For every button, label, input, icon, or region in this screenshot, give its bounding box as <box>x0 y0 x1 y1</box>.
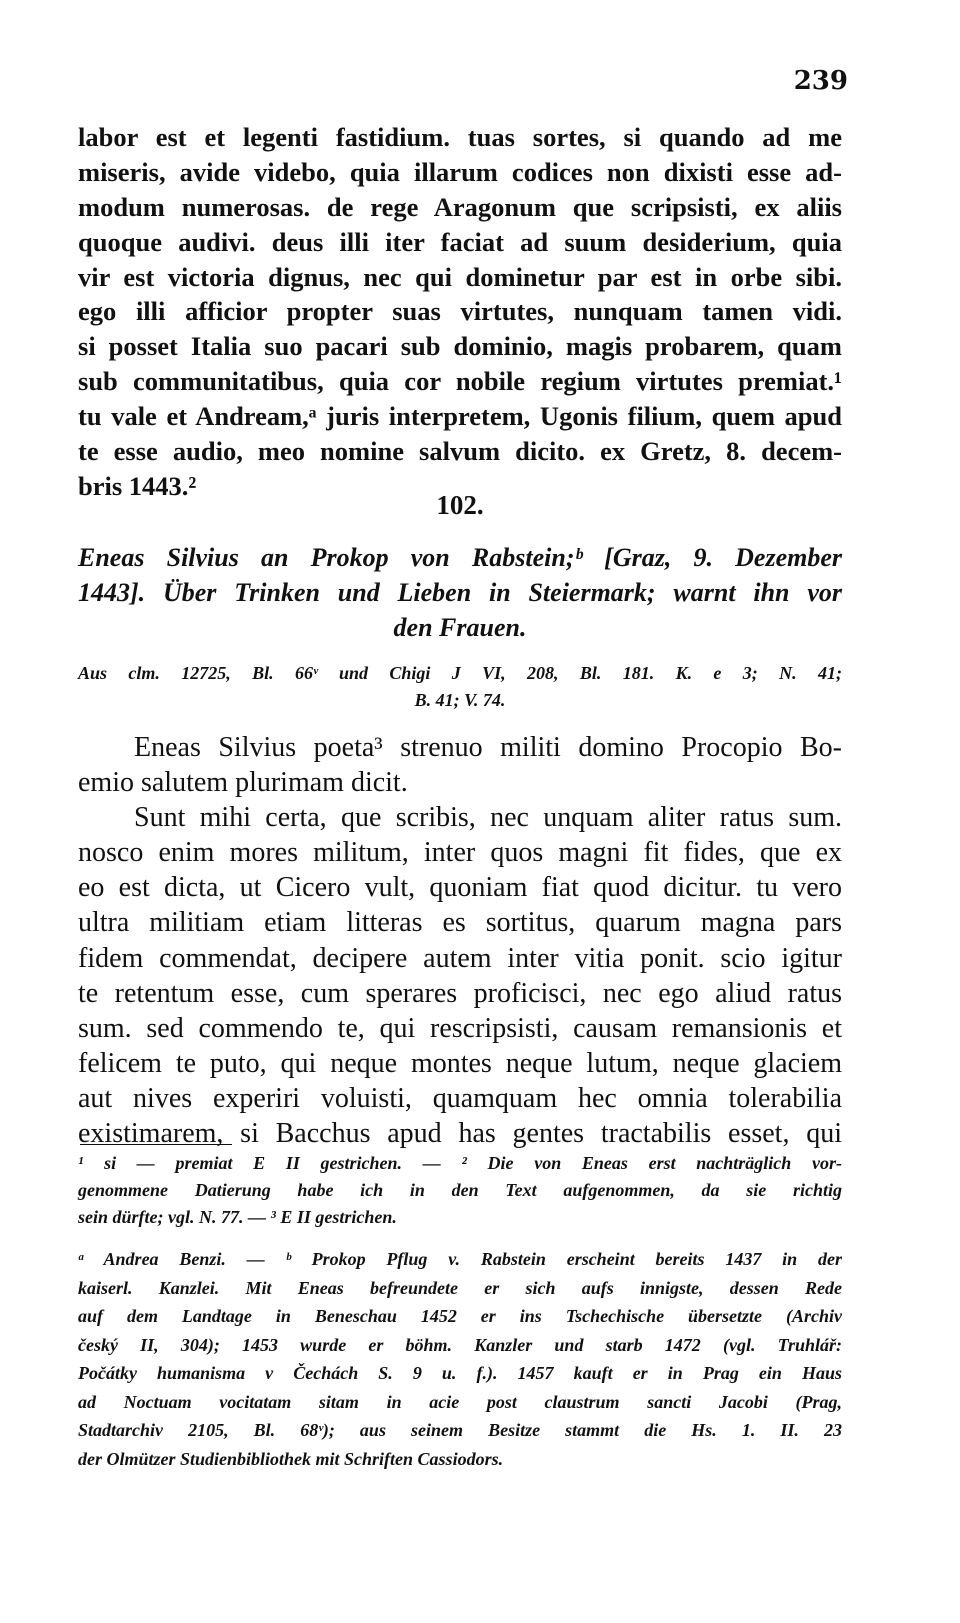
footnote-line: ¹ si — premiat E II gestrichen. — ² Die von Eneas erst nachträglich vor- <box>78 1153 842 1173</box>
text-line: si posset Italia suo pacari sub dominio, magis probarem, quam <box>78 331 842 362</box>
source-line: B. 41; V. 74. <box>414 690 506 710</box>
letter-number: 102. <box>436 490 484 520</box>
text-line: te esse audio, meo nomine salvum dicito. ex Gretz, 8. decem- <box>78 436 842 467</box>
footnotes-alpha <box>78 1245 842 1473</box>
source-line: Aus clm. 12725, Bl. 66ᵛ und Chigi J VI, 208, Bl. 181. K. e 3; N. 41; <box>78 663 842 683</box>
text-line: Sunt mihi certa, que scribis, nec unquam aliter ratus sum. <box>134 802 842 834</box>
footnote-line: der Olmützer Studienbibliothek mit Schriften Cassiodors. <box>78 1448 504 1469</box>
text-line: fidem commendat, decipere autem inter vitia ponit. scio igitur <box>78 942 842 974</box>
text-line: bris 1443.² <box>78 470 197 501</box>
heading-line: Eneas Silvius an Prokop von Rabstein;ᵇ [Graz, 9. Dezember <box>78 543 842 572</box>
text-line: ultra militiam etiam litteras es sortitus, quarum magna pars <box>78 907 842 939</box>
text-line: tu vale et Andream,ᵃ juris interpretem, Ugonis filium, quem apud <box>78 401 842 432</box>
text-line: existimarem, si Bacchus apud has gentes tractabilis esset, qui <box>78 1118 842 1150</box>
text-line: miseris, avide videbo, quia illarum codices non dixisti esse ad- <box>78 156 842 187</box>
text-line: labor est et legenti fastidium. tuas sortes, si quando ad me <box>78 122 842 152</box>
text-line: ego illi afficior propter suas virtutes, nunquam tamen vidi. <box>78 296 842 327</box>
heading-line: 1443]. Über Trinken und Lieben in Steiermark; warnt ihn vor <box>78 578 842 607</box>
text-line: aut nives experiri voluisti, quamquam hec omnia tolerabilia <box>78 1082 842 1114</box>
text-line: modum numerosas. de rege Aragonum que scripsisti, ex aliis <box>78 191 842 222</box>
footnotes-numeric <box>78 1150 842 1232</box>
heading-line: den Frauen. <box>393 613 527 642</box>
text-line: vir est victoria dignus, nec qui dominetur par est in orbe sibi. <box>78 261 842 292</box>
footnote-line: genommene Datierung habe ich in den Text aufgenommen, da sie richtig <box>78 1180 842 1201</box>
footnote-line: ad Noctuam vocitatam sitam in acie post claustrum sancti Jacobi (Prag, <box>78 1391 842 1412</box>
page-number: 239 <box>793 66 848 96</box>
source-note <box>78 660 842 714</box>
footnote-line: auf dem Landtage in Beneschau 1452 er ins Tschechische übersetzte (Archiv <box>78 1306 842 1326</box>
footnote-line: český II, 304); 1453 wurde er böhm. Kanzler und starb 1472 (vgl. Truhlář: <box>78 1334 842 1355</box>
footnote-line: ᵃ Andrea Benzi. — ᵇ Prokop Pflug v. Rabstein erscheint bereits 1437 in der <box>78 1249 842 1269</box>
text-line: felicem te puto, qui neque montes neque lutum, neque glaciem <box>78 1047 842 1079</box>
previous-letter-text <box>78 120 842 504</box>
footnote-line: Počátky humanisma v Čechách S. 9 u. f.). 1457 kauft er in Prag ein Haus <box>78 1363 842 1383</box>
text-line: sub communitatibus, quia cor nobile regium virtutes premiat.¹ <box>78 366 842 397</box>
text-line: sum. sed commendo te, qui rescripsisti, causam remansionis et <box>78 1012 842 1044</box>
text-line: eo est dicta, ut Cicero vult, quoniam fiat quod dicitur. tu vero <box>78 872 842 904</box>
text-line: quoque audivi. deus illi iter faciat ad suum desiderium, quia <box>78 226 842 257</box>
text-line: Eneas Silvius poeta³ strenuo militi domino Procopio Bo- <box>134 732 842 763</box>
footnote-line: kaiserl. Kanzlei. Mit Eneas befreundete er sich aufs innigste, dessen Rede <box>78 1277 842 1298</box>
letter-body <box>78 730 842 1151</box>
footnote-line: Stadtarchiv 2105, Bl. 68ᵛ); aus seinem Besitze stammt die Hs. 1. II. 23 <box>78 1420 842 1440</box>
text-line: te retentum esse, cum sperares proficisci, nec ego aliud ratus <box>78 977 842 1009</box>
text-line: emio salutem plurimam dicit. <box>78 767 408 799</box>
letter-heading <box>78 540 842 645</box>
text-line: nosco enim mores militum, inter quos magni fit fides, que ex <box>78 837 842 869</box>
footnote-divider <box>80 1144 232 1145</box>
footnote-line: sein dürfte; vgl. N. 77. — ³ E II gestrichen. <box>78 1207 397 1228</box>
